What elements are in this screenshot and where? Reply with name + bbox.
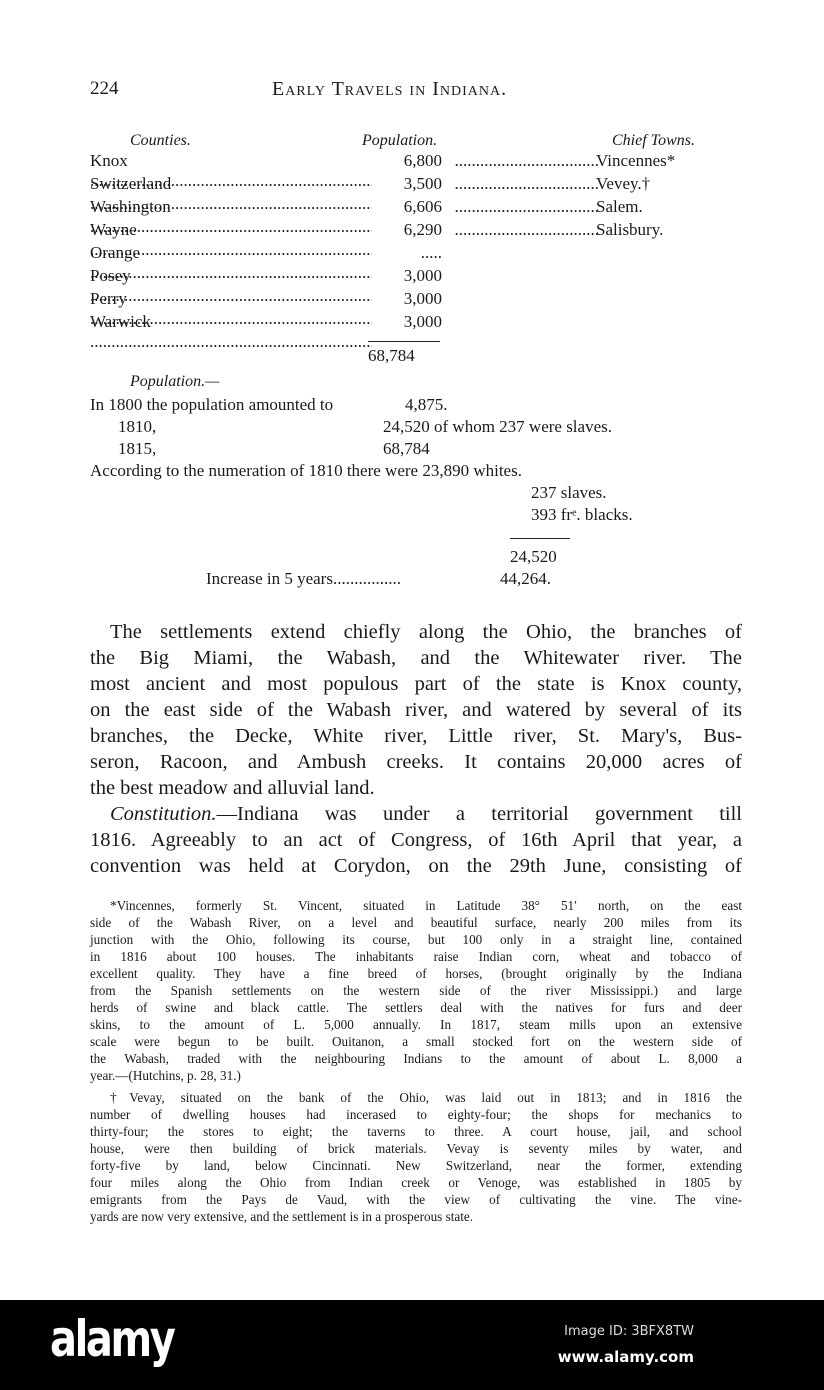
footnote-line: in 1816 about 100 houses. The inhabitants raise Indian corn, wheat and tobacco of: [90, 949, 742, 964]
sum-rule: [368, 341, 440, 342]
slaves-count: 237 slaves.: [531, 483, 607, 502]
text-line: branches, the Decke, White river, Little river, St. Mary's, Bus-: [90, 725, 742, 747]
footnote-line: the Wabash, traded with the neighbouring Indians to the amount of about L. 8,000 a: [90, 1051, 742, 1066]
year-1800-label: In 1800 the population amounted to: [90, 395, 334, 414]
footnote-vincennes: [90, 897, 742, 1084]
text-line: most ancient and most populous part of the state is Knox county,: [90, 673, 742, 695]
footnote-line: from the Spanish settlements on the western side of the river Mississippi.) and large: [90, 983, 742, 998]
chief-town: Salisbury.: [596, 220, 664, 239]
leader-dots: [454, 220, 599, 240]
footnote-line: four miles along the Ohio from Indian creek or Venoge, was established in 1805 by: [90, 1175, 742, 1190]
settlements-paragraph: [90, 619, 742, 801]
text-line: [90, 801, 742, 827]
footnote-line: herds of swine and black cattle. The settlers deal with the natives for furs and deer: [90, 1000, 742, 1015]
footnote-line: house, were then building of brick materials. Vevay is seventy miles by water, and: [90, 1141, 742, 1156]
table-row: [90, 289, 730, 312]
county-name: Washington .....: [90, 197, 372, 237]
constitution-lead: Constitution.: [110, 803, 217, 825]
year-1810-label: 1810,: [118, 417, 157, 436]
footnote-line: side of the Wabash River, on a level and beautiful surface, nearly 200 miles from its: [90, 915, 742, 930]
footnote-line: excellent quality. They have a fine breed of horses, (brought originally by the Indiana: [90, 966, 742, 981]
text-line: seron, Racoon, and Ambush creeks. It contains 20,000 acres of: [90, 751, 742, 773]
county-name: Wayne .....: [90, 220, 372, 260]
footnote-line: forty-five by land, below Cincinnati. New Switzerland, near the former, extending: [90, 1158, 742, 1173]
image-id: Image ID: 3BFX8TW: [564, 1324, 694, 1339]
year-1800-value: 4,875.: [405, 395, 448, 414]
county-population: 3,500: [403, 174, 442, 193]
header-counties: Counties.: [130, 132, 191, 149]
county-population: 6,800: [403, 151, 442, 170]
table-row: [90, 151, 730, 174]
footnote-line: number of dwelling houses had incerased to eighty-four; the shops for mechanics to: [90, 1107, 742, 1122]
table-row: [90, 243, 730, 266]
county-name: Knox .....: [90, 151, 372, 191]
text-line: The settlements extend chiefly along the Ohio, the branches of: [110, 621, 742, 643]
watermark-url: www.alamy.com: [557, 1348, 694, 1366]
text-line: the Big Miami, the Wabash, and the Whitewater river. The: [90, 647, 742, 669]
chief-town: Vincennes*: [596, 151, 676, 170]
county-population: .....: [420, 243, 442, 262]
year-1815-value: 68,784: [383, 439, 430, 458]
sum-rule-2: [510, 538, 570, 539]
numeration-1810: According to the numeration of 1810 there were 23,890 whites.: [90, 461, 522, 480]
footnote-line: yards are now very extensive, and the settlement is in a prosperous state.: [90, 1209, 474, 1224]
text-line: 1816. Agreeably to an act of Congress, of 16th April that year, a: [90, 829, 742, 851]
page-number: 224: [90, 78, 119, 99]
county-name: Posey .....: [90, 266, 372, 306]
county-population: 6,290: [403, 220, 442, 239]
footnote-line: thirty-four; the stores to eight; the taverns to three. A court house, jail, and school: [90, 1124, 742, 1139]
header-chief-towns: Chief Towns.: [612, 132, 695, 149]
leader-dots: [454, 151, 599, 171]
footnote-line: *Vincennes, formerly St. Vincent, situated in Latitude 38° 51′ north, on the east: [110, 898, 742, 913]
increase-value: 44,264.: [500, 569, 551, 588]
table-row: [90, 220, 730, 243]
chief-town: Vevey.†: [596, 174, 651, 193]
free-blacks-count: 393 frᵉ. blacks.: [531, 505, 633, 524]
year-1815-label: 1815,: [118, 439, 157, 458]
text-span: —Indiana was under a territorial government till: [216, 803, 742, 825]
table-total: 68,784: [368, 346, 415, 365]
table-row: [90, 312, 730, 335]
sum-1810: 24,520: [510, 547, 557, 566]
table-row: [90, 266, 730, 289]
constitution-paragraph: [90, 801, 742, 879]
county-name: Orange .....: [90, 243, 372, 283]
county-population: 6,606: [403, 197, 442, 216]
leader-dots: [454, 174, 599, 194]
county-name: Warwick .....: [90, 312, 372, 352]
text-line: convention was held at Corydon, on the 29th June, consisting of: [90, 855, 742, 877]
footnote-line: year.—(Hutchins, p. 28, 31.): [90, 1068, 241, 1083]
chief-town: Salem.: [596, 197, 643, 216]
leader-dots: [454, 197, 599, 217]
footnote-line: skins, to the amount of L. 5,000 annually. In 1817, steam mills upon an extensive: [90, 1017, 742, 1032]
header-population: Population.: [362, 132, 438, 149]
table-row: [90, 174, 730, 197]
population-heading: Population.—: [130, 373, 220, 390]
footnote-vevay: [90, 1089, 742, 1225]
footnote-line: scale were begun to be built. Ouitanon, a small stocked fort on the western side of: [90, 1034, 742, 1049]
year-1810-value: 24,520 of whom 237 were slaves.: [383, 417, 612, 436]
footnote-line: emigrants from the Pays de Vaud, with the view of cultivating the vine. The vine-: [90, 1192, 742, 1207]
watermark-bar: [0, 1300, 824, 1390]
footnote-line: †Vevay, situated on the bank of the Ohio, was laid out in 1813; and in 1816 the: [110, 1090, 742, 1105]
county-name: Switzerland .....: [90, 174, 372, 214]
table-row: [90, 197, 730, 220]
county-name: Perry .....: [90, 289, 372, 329]
county-population: 3,000: [403, 289, 442, 308]
text-line: the best meadow and alluvial land.: [90, 777, 375, 799]
footnote-line: junction with the Ohio, following its course, but 100 only in a straight line, contained: [90, 932, 742, 947]
text-line: on the east side of the Wabash river, and watered by several of its: [90, 699, 742, 721]
alamy-logo: alamy: [50, 1310, 174, 1368]
increase-label: Increase in 5 years................: [206, 569, 401, 588]
running-title: Early Travels in Indiana.: [272, 78, 508, 100]
county-population: 3,000: [403, 266, 442, 285]
county-population: 3,000: [403, 312, 442, 331]
